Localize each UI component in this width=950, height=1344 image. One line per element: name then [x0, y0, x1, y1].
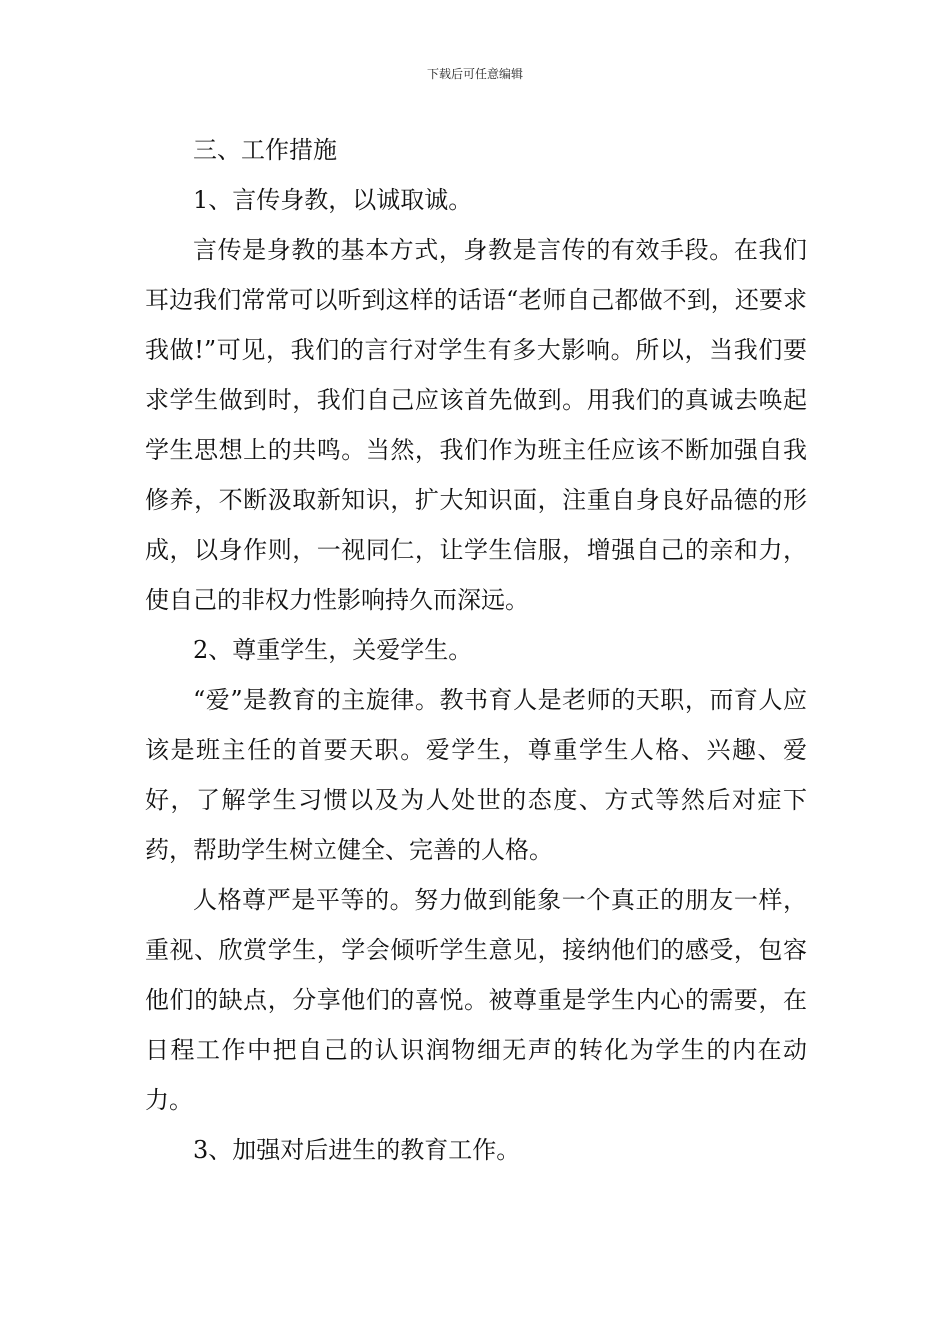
paragraph-2: “爱”是教育的主旋律。教书育人是老师的天职，而育人应该是班主任的首要天职。爱学生，尊重学生人格、兴趣、爱好，了解学生习惯以及为人处世的态度、方式等然后对症下药，帮助学生树立健全、完善的人格。: [145, 686, 807, 864]
subheading-3: 3、加强对后进生的教育工作。: [193, 1136, 521, 1164]
paragraph-3: 人格尊严是平等的。努力做到能象一个真正的朋友一样，重视、欣赏学生，学会倾听学生意见，接纳他们的感受，包容他们的缺点，分享他们的喜悦。被尊重是学生内心的需要，在日程工作中把自己的认识润物细无声的转化为学生的内在动力。: [145, 886, 807, 1114]
page-header: 下载后可任意编辑: [426, 67, 523, 81]
subheading-2: 2、尊重学生，关爱学生。: [193, 636, 473, 664]
subheading-1: 1、言传身教，以诚取诚。: [193, 186, 473, 214]
paragraph-1: 言传是身教的基本方式，身教是言传的有效手段。在我们耳边我们常常可以听到这样的话语“老师自己都做不到，还要求我做!”可见，我们的言行对学生有多大影响。所以，当我们要求学生做到时，我们自己应该首先做到。用我们的真诚去唤起学生思想上的共鸣。当然，我们作为班主任应该不断加强自我修养，不断汲取新知识，扩大知识面，注重自身良好品德的形成，以身作则，一视同仁，让学生信服，增强自己的亲和力，使自己的非权力性影响持久而深远。: [145, 236, 807, 614]
document-body: [145, 125, 807, 1175]
section-heading: 三、工作措施: [193, 136, 337, 164]
